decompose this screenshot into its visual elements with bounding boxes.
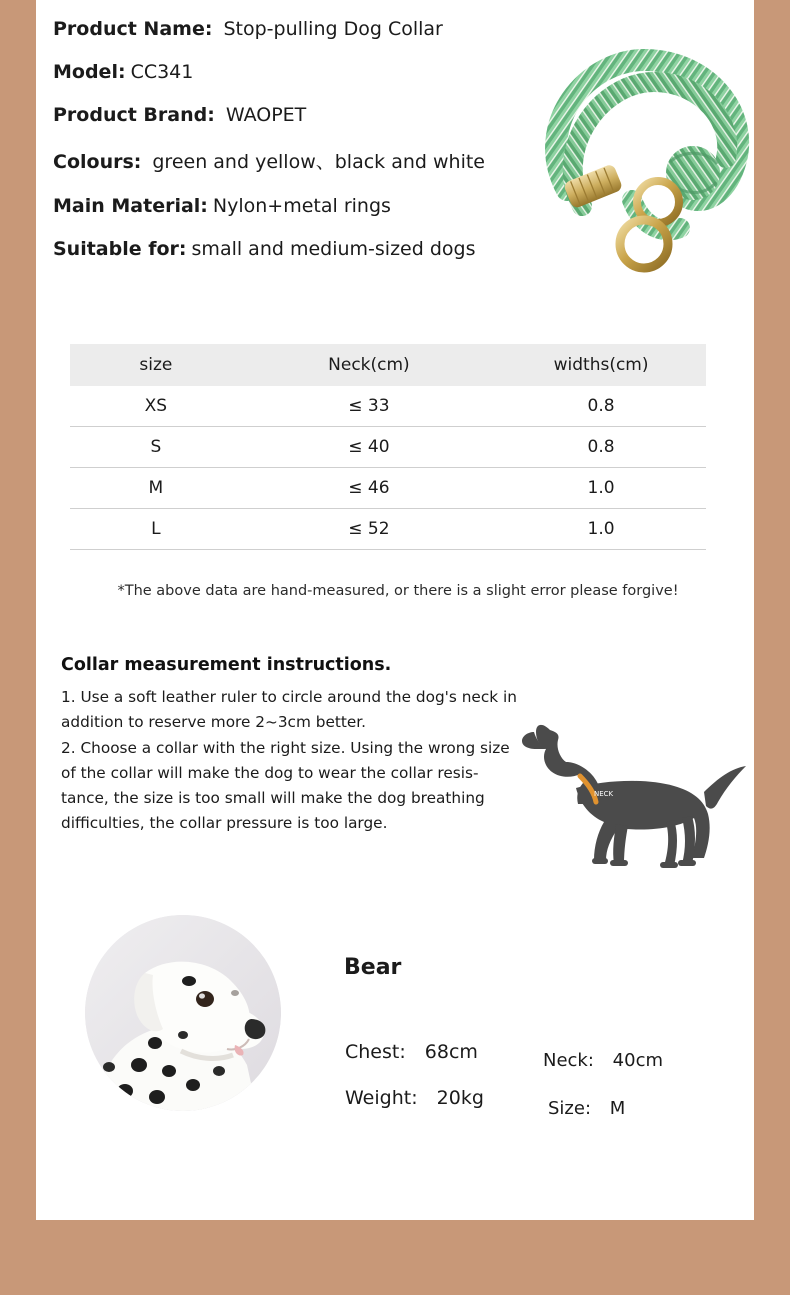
cell-size: L — [70, 509, 242, 550]
stat-neck — [543, 1050, 663, 1071]
instruction-line: difficulties, the collar pressure is too large. — [61, 814, 388, 833]
cell-neck: ≤ 52 — [242, 509, 496, 550]
instruction-line: addition to reserve more 2~3cm better. — [61, 713, 367, 732]
collar-product-photo — [512, 30, 754, 280]
table-header-row — [70, 344, 706, 386]
table-row — [70, 427, 706, 468]
neck-label: NECK — [594, 790, 614, 798]
stat-size — [548, 1098, 625, 1119]
stat-size-value: M — [609, 1098, 626, 1119]
spec-label: Main Material: — [53, 195, 208, 217]
stat-chest — [345, 1041, 478, 1063]
stat-weight-label: Weight: — [345, 1087, 418, 1109]
stat-neck-value: 40cm — [612, 1050, 664, 1071]
stat-weight-value: 20kg — [436, 1087, 484, 1109]
cell-width: 1.0 — [496, 509, 706, 550]
stat-size-label: Size: — [548, 1098, 592, 1119]
dog-silhouette-diagram — [506, 718, 756, 898]
table-row — [70, 386, 706, 427]
table-row — [70, 509, 706, 550]
cell-neck: ≤ 33 — [242, 386, 496, 427]
spec-label: Product Brand: — [53, 104, 215, 126]
instructions-body — [61, 686, 561, 838]
spec-value: Nylon+metal rings — [212, 195, 391, 217]
stat-weight — [345, 1087, 484, 1109]
dog-name: Bear — [344, 955, 402, 980]
spec-value: green and yellow、black and white — [152, 151, 485, 173]
product-detail-card — [36, 0, 754, 1220]
bear-dog-photo — [85, 915, 281, 1111]
table-header-neck: Neck(cm) — [242, 344, 496, 386]
cell-size: S — [70, 427, 242, 468]
cell-width: 1.0 — [496, 468, 706, 509]
spec-label: Model: — [53, 61, 126, 83]
spec-value: Stop-pulling Dog Collar — [223, 18, 443, 40]
cell-neck: ≤ 46 — [242, 468, 496, 509]
cell-width: 0.8 — [496, 427, 706, 468]
table-disclaimer-note: *The above data are hand-measured, or there is a slight error please forgive! — [117, 583, 679, 599]
spec-label: Colours: — [53, 151, 142, 173]
stat-neck-label: Neck: — [543, 1050, 594, 1071]
cell-size: M — [70, 468, 242, 509]
instruction-line: 1. Use a soft leather ruler to circle around the dog's neck in — [61, 688, 517, 706]
stat-chest-label: Chest: — [345, 1041, 406, 1063]
table-row — [70, 468, 706, 509]
table-header-size: size — [70, 344, 242, 386]
spec-label: Product Name: — [53, 18, 213, 40]
spec-value: CC341 — [130, 61, 194, 83]
instruction-line: 2. Choose a collar with the right size. Using the wrong size — [61, 738, 510, 757]
spec-label: Suitable for: — [53, 238, 187, 260]
spec-value: WAOPET — [225, 104, 307, 126]
size-table — [70, 344, 706, 550]
table-header-widths: widths(cm) — [496, 344, 706, 386]
cell-size: XS — [70, 386, 242, 427]
cell-width: 0.8 — [496, 386, 706, 427]
cell-neck: ≤ 40 — [242, 427, 496, 468]
spec-value: small and medium-sized dogs — [191, 238, 476, 260]
instruction-line: tance, the size is too small will make the dog breathing — [61, 789, 485, 807]
instruction-line: of the collar will make the dog to wear the collar resis- — [61, 763, 479, 782]
stat-chest-value: 68cm — [424, 1041, 478, 1063]
instructions-title: Collar measurement instructions. — [61, 655, 392, 675]
